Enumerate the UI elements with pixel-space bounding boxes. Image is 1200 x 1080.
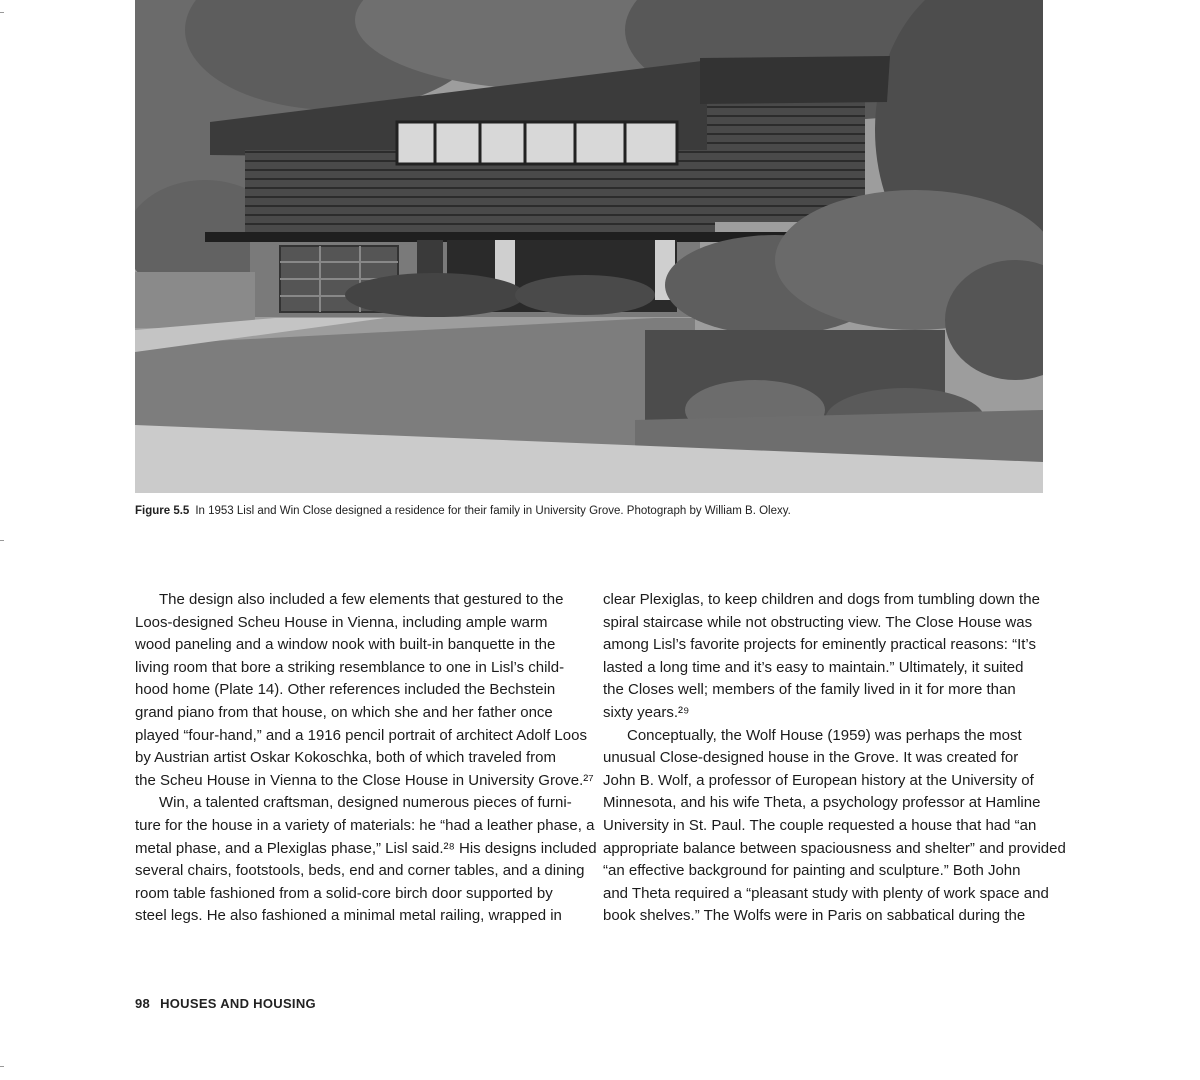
text-line: wood paneling and a window nook with built-in banquette in the [135, 636, 556, 654]
body-column-left [135, 589, 597, 928]
text-line: book shelves.” The Wolfs were in Paris on sabbatical during the [603, 907, 1026, 925]
paragraph [603, 725, 1066, 928]
text-line: Minnesota, and his wife Theta, a psychology professor at Hamline [603, 794, 1041, 812]
figure-caption-text: In 1953 Lisl and Win Close designed a residence for their family in University Grove. Photograph by William B. Olexy. [195, 505, 791, 517]
running-head: HOUSES AND HOUSING [160, 996, 316, 1011]
crop-mark [0, 1066, 4, 1067]
text-line: played “four-hand,” and a 1916 pencil portrait of architect Adolf Loos [135, 726, 587, 744]
text-line: and Theta required a “pleasant study with plenty of work space and [603, 884, 1049, 902]
text-line: The design also included a few elements that gestured to the [159, 591, 564, 608]
text-line: “an effective background for painting and sculpture.” Both John [603, 862, 1021, 880]
text-line: appropriate balance between spaciousness and shelter” and provided [603, 839, 1066, 857]
text-line: room table fashioned from a solid-core birch door supported by [135, 884, 553, 902]
text-line: hood home (Plate 14). Other references included the Bechstein [135, 681, 556, 699]
text-line: unusual Close-designed house in the Grove. It was created for [603, 749, 1019, 767]
text-line: Conceptually, the Wolf House (1959) was perhaps the most [627, 726, 1022, 744]
text-line: metal phase, and a Plexiglas phase,” Lisl said.²⁸ His designs included [135, 839, 597, 857]
text-line: spiral staircase while not obstructing view. The Close House was [603, 613, 1033, 631]
text-line: clear Plexiglas, to keep children and dogs from tumbling down the [603, 591, 1040, 608]
text-line: sixty years.²⁹ [603, 703, 690, 721]
text-line: by Austrian artist Oskar Kokoschka, both of which traveled from [135, 749, 557, 767]
text-line: ture for the house in a variety of materials: he “had a leather phase, a [135, 816, 595, 834]
figure-label: Figure 5.5 [135, 505, 190, 517]
crop-mark [0, 12, 4, 13]
text-line: Loos-designed Scheu House in Vienna, including ample warm [135, 613, 548, 631]
crop-mark [0, 540, 4, 541]
text-line: John B. Wolf, a professor of European history at the University of [603, 771, 1034, 789]
text-line: several chairs, footstools, beds, end and corner tables, and a dining [135, 862, 585, 880]
page-number: 98 [135, 996, 151, 1011]
text-line: lasted a long time and it’s easy to maintain.” Ultimately, it suited [603, 658, 1024, 676]
figure-caption [135, 503, 1043, 519]
paragraph [603, 589, 1043, 725]
paragraph [135, 589, 594, 792]
text-line: the Closes well; members of the family lived in it for more than [603, 681, 1016, 699]
house-photograph [135, 0, 1043, 493]
retaining-wall [135, 272, 255, 328]
paragraph [135, 792, 597, 928]
text-line: grand piano from that house, on which she and her father once [135, 703, 553, 721]
text-line: University in St. Paul. The couple requested a house that had “an [603, 816, 1037, 834]
house-photo-drawing [135, 0, 1043, 493]
page-footer [135, 996, 316, 1011]
text-line: steel legs. He also fashioned a minimal metal railing, wrapped in [135, 907, 562, 925]
text-line: Win, a talented craftsman, designed numerous pieces of furni- [159, 794, 572, 812]
body-column-right [603, 589, 1066, 928]
text-line: living room that bore a striking resemblance to one in Lisl’s child- [135, 658, 565, 676]
text-line: among Lisl’s favorite projects for eminently practical reasons: “It’s [603, 636, 1036, 654]
text-line: the Scheu House in Vienna to the Close House in University Grove.²⁷ [135, 771, 594, 789]
